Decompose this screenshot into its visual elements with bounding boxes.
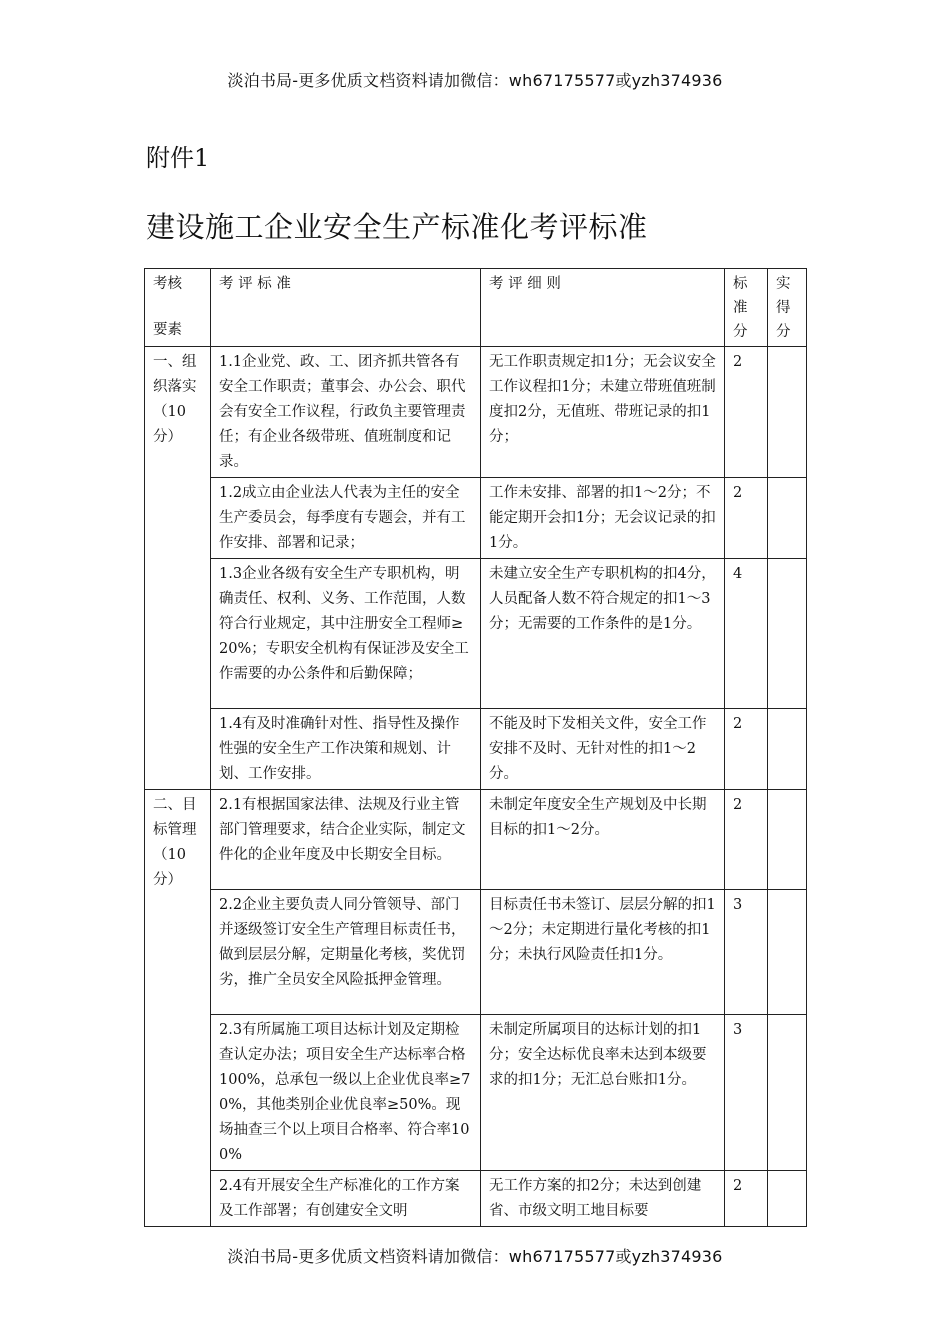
criteria-cell: 1.1企业党、政、工、团齐抓共管各有安全工作职责；董事会、办公会、职代会有安全工作议程，行政负主要管理责任；有企业各级带班、值班制度和记录。: [211, 347, 481, 478]
details-cell: 未建立安全生产专职机构的扣4分，人员配备人数不符合规定的扣1～3分；无需要的工作条件的是1分。: [481, 559, 725, 709]
table-row: [145, 1171, 807, 1227]
header-element-line1: 考核: [153, 276, 182, 292]
actual-score-cell: [768, 709, 807, 790]
standard-score-cell: 3: [725, 890, 768, 1015]
criteria-cell: 2.2企业主要负责人同分管领导、部门并逐级签订安全生产管理目标责任书，做到层层分解，定期量化考核，奖优罚劣，推广全员安全风险抵押金管理。: [211, 890, 481, 1015]
table-row: [145, 478, 807, 559]
table-row: [145, 347, 807, 478]
details-cell: 未制定年度安全生产规划及中长期目标的扣1～2分。: [481, 790, 725, 890]
details-cell: 无工作职责规定扣1分；无会议安全工作议程扣1分；未建立带班值班制度扣2分，无值班、带班记录的扣1分；: [481, 347, 725, 478]
standard-score-cell: 2: [725, 1171, 768, 1227]
table-row: [145, 1015, 807, 1171]
table-header-row: [145, 269, 807, 347]
details-cell: 无工作方案的扣2分；未达到创建省、市级文明工地目标要: [481, 1171, 725, 1227]
standard-score-cell: 2: [725, 347, 768, 478]
actual-score-cell: [768, 890, 807, 1015]
header-actual-score: 实得分: [768, 269, 807, 347]
actual-score-cell: [768, 1015, 807, 1171]
document-title: 建设施工企业安全生产标准化考评标准: [146, 210, 648, 244]
criteria-cell: 1.3企业各级有安全生产专职机构，明确责任、权利、义务、工作范围，人数符合行业规定，其中注册安全工程师≥20%；专职安全机构有保证涉及安全工作需要的办公条件和后勤保障；: [211, 559, 481, 709]
table-row: [145, 890, 807, 1015]
header-element: [145, 269, 211, 347]
section-element-2: 二、目标管理（10分）: [145, 790, 211, 1227]
actual-score-cell: [768, 559, 807, 709]
details-cell: 目标责任书未签订、层层分解的扣1～2分；未定期进行量化考核的扣1分；未执行风险责任扣1分。: [481, 890, 725, 1015]
table-row: [145, 790, 807, 890]
standard-score-cell: 2: [725, 790, 768, 890]
criteria-cell: 1.4有及时准确针对性、指导性及操作性强的安全生产工作决策和规划、计划、工作安排。: [211, 709, 481, 790]
header-standard-score: 标准分: [725, 269, 768, 347]
actual-score-cell: [768, 790, 807, 890]
criteria-cell: 2.3有所属施工项目达标计划及定期检查认定办法；项目安全生产达标率合格100%，总承包一级以上企业优良率≥70%，其他类别企业优良率≥50%。现场抽查三个以上项目合格率、符合率100%: [211, 1015, 481, 1171]
criteria-cell: 1.2成立由企业法人代表为主任的安全生产委员会，每季度有专题会，并有工作安排、部署和记录；: [211, 478, 481, 559]
evaluation-table: [144, 268, 807, 1227]
header-details: 考 评 细 则: [481, 269, 725, 347]
standard-score-cell: 2: [725, 709, 768, 790]
standard-score-cell: 4: [725, 559, 768, 709]
details-cell: 未制定所属项目的达标计划的扣1分；安全达标优良率未达到本级要求的扣1分；无汇总台账扣1分。: [481, 1015, 725, 1171]
header-criteria: 考 评 标 准: [211, 269, 481, 347]
actual-score-cell: [768, 1171, 807, 1227]
section-element-1: 一、组织落实（10分）: [145, 347, 211, 790]
header-element-line2: 要素: [153, 322, 182, 338]
banner-bottom: 淡泊书局-更多优质文档资料请加微信：wh67175577或yzh374936: [227, 1247, 723, 1266]
criteria-cell: 2.1有根据国家法律、法规及行业主管部门管理要求，结合企业实际，制定文件化的企业年度及中长期安全目标。: [211, 790, 481, 890]
actual-score-cell: [768, 478, 807, 559]
table-row: [145, 709, 807, 790]
banner-top: 淡泊书局-更多优质文档资料请加微信：wh67175577或yzh374936: [227, 71, 723, 90]
actual-score-cell: [768, 347, 807, 478]
attachment-label: 附件1: [146, 144, 210, 172]
details-cell: 不能及时下发相关文件，安全工作安排不及时、无针对性的扣1～2分。: [481, 709, 725, 790]
criteria-cell: 2.4有开展安全生产标准化的工作方案及工作部署；有创建安全文明: [211, 1171, 481, 1227]
details-cell: 工作未安排、部署的扣1～2分；不能定期开会扣1分；无会议记录的扣1分。: [481, 478, 725, 559]
standard-score-cell: 3: [725, 1015, 768, 1171]
standard-score-cell: 2: [725, 478, 768, 559]
table-row: [145, 559, 807, 709]
